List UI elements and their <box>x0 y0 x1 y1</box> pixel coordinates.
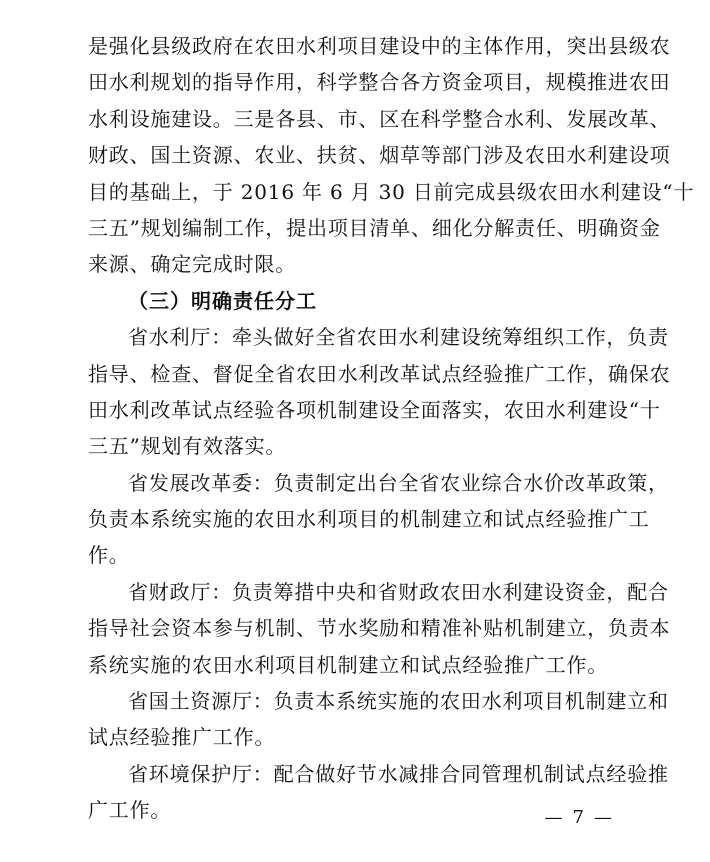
page-number: 7 <box>572 807 584 828</box>
paragraph-water-resources-start: 省水利厅：牵头做好全省农田水利建设统筹组织工作，负责 <box>128 325 669 350</box>
body-line-5: 目的基础上，于 2016 年 6 月 30 日前完成县级农田水利建设“十 <box>88 179 695 204</box>
page-footer <box>545 806 612 830</box>
paragraph-development-reform-line-3: 作。 <box>88 543 130 568</box>
paragraph-environment-line-2: 广工作。 <box>88 798 172 823</box>
footer-dash-left: — <box>544 807 563 828</box>
paragraph-development-reform-start: 省发展改革委：负责制定出台全省农业综合水价改革政策， <box>128 470 669 495</box>
paragraph-finance-line-2: 指导社会资本参与机制、节水奖励和精准补贴机制建立，负责本 <box>88 616 671 641</box>
document-body <box>88 28 695 829</box>
footer-dash-right: — <box>594 807 612 828</box>
paragraph-land-resources-line-2: 试点经验推广工作。 <box>88 725 276 750</box>
body-line-1: 是强化县级政府在农田水利项目建设中的主体作用，突出县级农 <box>88 34 671 58</box>
body-line-7: 来源、确定完成时限。 <box>88 252 296 277</box>
section-heading: （三）明确责任分工 <box>128 288 317 313</box>
body-line-3: 水利设施建设。三是各县、市、区在科学整合水利、发展改革、 <box>88 106 671 131</box>
paragraph-finance-start: 省财政厅：负责筹措中央和省财政农田水利建设资金，配合 <box>128 579 669 604</box>
paragraph-water-resources-line-3: 田水利改革试点经验各项机制建设全面落实，农田水利建设“十 <box>88 397 661 422</box>
paragraph-development-reform-line-2: 负责本系统实施的农田水利项目的机制建立和试点经验推广工 <box>88 507 650 532</box>
body-line-6: 三五”规划编制工作，提出项目清单、细化分解责任、明确资金 <box>88 215 661 240</box>
paragraph-environment-start: 省环境保护厅：配合做好节水减排合同管理机制试点经验推 <box>128 761 669 786</box>
paragraph-land-resources-start: 省国土资源厅：负责本系统实施的农田水利项目机制建立和 <box>128 689 669 714</box>
body-line-2: 田水利规划的指导作用，科学整合各方资金项目，规模推进农田 <box>88 70 671 95</box>
paragraph-water-resources-line-4: 三五”规划有效落实。 <box>88 434 287 459</box>
body-line-4: 财政、国土资源、农业、扶贫、烟草等部门涉及农田水利建设项 <box>88 143 671 168</box>
paragraph-water-resources-line-2: 指导、检查、督促全省农田水利改革试点经验推广工作，确保农 <box>88 361 671 386</box>
paragraph-finance-line-3: 系统实施的农田水利项目机制建立和试点经验推广工作。 <box>88 652 608 677</box>
